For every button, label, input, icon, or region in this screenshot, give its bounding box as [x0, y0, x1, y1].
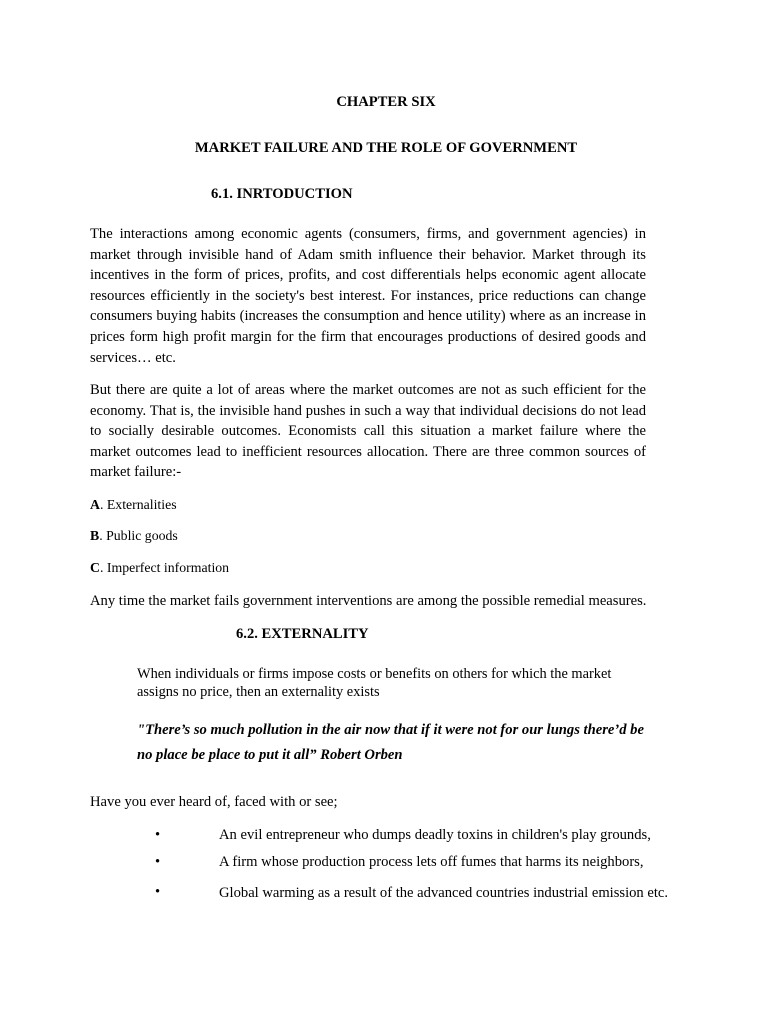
list-label: . Public goods [99, 528, 178, 543]
remedial-measures-sentence: Any time the market fails government interventions are among the possible remedial measures. [90, 593, 647, 609]
section-heading-externality: 6.2. EXTERNALITY [236, 626, 369, 642]
list-item-externalities [90, 497, 177, 513]
quote-line-1: "There’s so much pollution in the air now that if it were not for our lungs there’d be [137, 722, 644, 738]
bullet-item [155, 827, 677, 847]
bullet-text: Global warming as a result of the advanced countries industrial emission etc. [219, 885, 669, 901]
list-label: . Externalities [99, 497, 177, 512]
introduction-paragraph-2: But there are quite a lot of areas where the market outcomes are not as such efficient for the economy. That is, the invisible hand pushes in such a way that individual decisions do not lead to socially desirable outcomes. Economists call this situation a market failure where the market outcomes lead to inefficient resources allocation. There are three common sources of market failure:- [90, 382, 646, 481]
list-item-imperfect-information [90, 560, 229, 576]
bullet-icon: • [155, 827, 161, 843]
list-letter: A [90, 497, 100, 512]
bullet-item [155, 854, 677, 874]
bullet-text: A firm whose production process lets off fumes that harms its neighbors, [219, 854, 644, 870]
chapter-subtitle: MARKET FAILURE AND THE ROLE OF GOVERNMENT [194, 140, 578, 156]
question-sentence: Have you ever heard of, faced with or see; [90, 794, 338, 810]
bullet-text: An evil entrepreneur who dumps deadly toxins in children's play grounds, [219, 827, 651, 843]
introduction-paragraph-1: The interactions among economic agents (consumers, firms, and government agencies) in market through invisible hand of Adam smith influence their behavior. Market through its incentives in the form of prices, profits, and cost differentials helps economic agent allocate resources efficiently in the society's best interest. For instances, price reductions can change consumers buying habits (increases the consumption and hence utility) where as an increase in prices form high profit margin for the firm that encourages productions of desired goods and services… etc. [90, 226, 646, 366]
bullet-icon: • [155, 884, 161, 900]
list-label: . Imperfect information [99, 560, 230, 575]
list-letter: B [90, 528, 100, 543]
bullet-icon: • [155, 854, 161, 870]
section-heading-introduction: 6.1. INRTODUCTION [211, 186, 353, 202]
list-letter: C [90, 560, 100, 575]
bullet-item [155, 884, 677, 924]
chapter-title: CHAPTER SIX [336, 94, 436, 110]
list-item-public-goods [90, 528, 178, 544]
externality-definition: When individuals or firms impose costs or benefits on others for which the market assigns no price, then an externality exists [137, 666, 612, 700]
quote-line-2: no place be place to put it all” Robert Orben [137, 747, 403, 763]
